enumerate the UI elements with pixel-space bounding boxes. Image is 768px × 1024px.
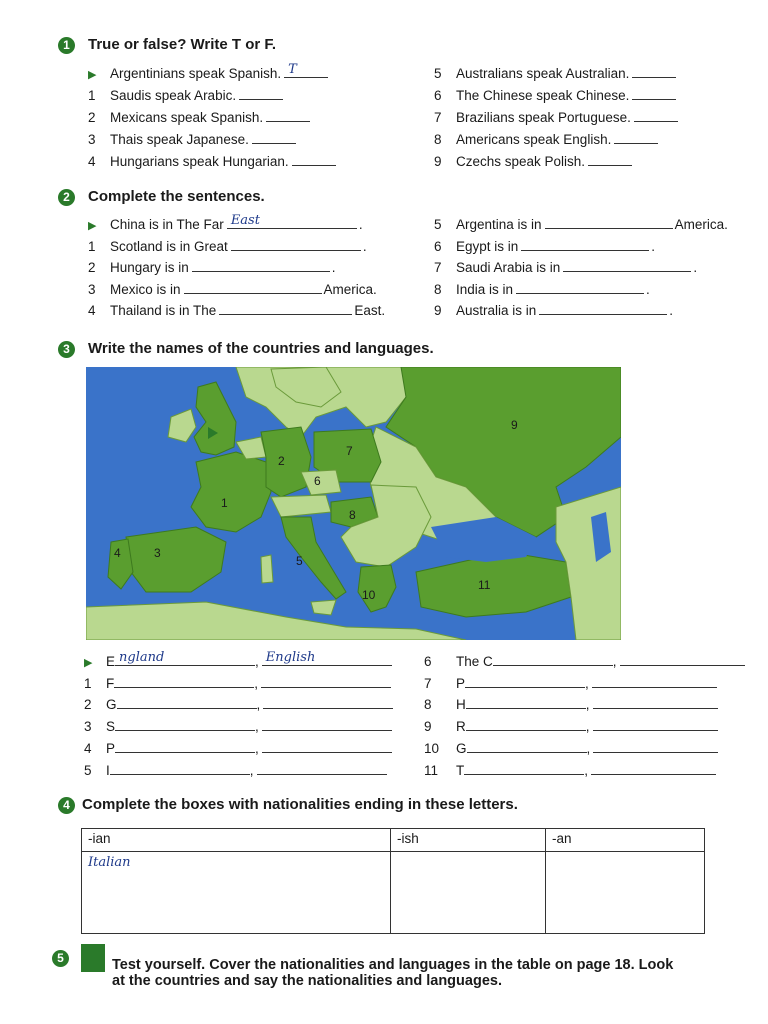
item-number: 9 (434, 303, 442, 318)
true-false-blank[interactable] (632, 64, 676, 78)
list-item (424, 695, 718, 713)
sentence-blank[interactable] (231, 237, 361, 251)
item-number: 10 (424, 740, 440, 756)
sentence-end: East. (354, 303, 386, 318)
exercise-3-number: 3 (58, 341, 75, 358)
list-item (88, 215, 363, 233)
item-number: 7 (424, 675, 432, 691)
country-blank[interactable] (115, 717, 255, 731)
header-ian: -ian (82, 829, 391, 852)
map-label-10: 10 (362, 588, 376, 602)
nationalities-table (81, 828, 705, 934)
sentence-end: America. (323, 281, 377, 297)
list-item (424, 652, 745, 670)
list-item (88, 280, 377, 298)
sentence-end: . (651, 238, 656, 254)
country-blank[interactable] (493, 652, 613, 666)
item-number: 8 (424, 697, 432, 713)
statement-text: Czechs speak Polish. (456, 154, 586, 169)
item-number: 5 (84, 762, 92, 778)
item-number: 8 (434, 132, 442, 147)
list-item (434, 152, 632, 170)
comma: , (612, 654, 617, 669)
map-label-9: 9 (511, 418, 518, 432)
language-blank[interactable] (591, 761, 716, 775)
map-north-africa (86, 602, 466, 640)
map-sicily (311, 600, 336, 615)
item-number: 7 (434, 110, 442, 125)
true-false-blank[interactable] (632, 86, 676, 100)
item-number: 3 (84, 719, 92, 735)
handwritten-answer: ngland (119, 650, 165, 665)
map-turkey (416, 552, 571, 617)
exercise-1-number: 1 (58, 37, 75, 54)
item-number: 9 (424, 719, 432, 735)
country-initial: G (106, 697, 117, 713)
comma: , (249, 762, 254, 778)
language-blank[interactable] (257, 761, 387, 775)
map-label-2: 2 (278, 454, 285, 468)
europe-map (86, 367, 621, 640)
statement-text: Saudis speak Arabic. (110, 88, 237, 103)
list-item (88, 301, 385, 319)
country-blank[interactable] (115, 739, 255, 753)
sentence-blank[interactable] (539, 301, 667, 315)
exercise-1-title: True or false? Write T or F. (88, 36, 277, 53)
list-item (424, 761, 716, 779)
country-blank[interactable] (466, 695, 586, 709)
sentence-start: Argentina is in (456, 217, 542, 232)
comma: , (255, 740, 259, 756)
country-initial: E (106, 654, 116, 669)
country-blank[interactable] (466, 717, 586, 731)
item-number: 1 (88, 88, 96, 103)
comma: , (585, 719, 590, 735)
list-item (84, 674, 391, 692)
sentence-blank[interactable] (521, 237, 649, 251)
map-france (191, 452, 271, 532)
list-item (88, 130, 296, 148)
language-blank[interactable] (592, 674, 717, 688)
country-initial: The C (456, 654, 493, 669)
map-label-3: 3 (154, 546, 161, 560)
language-blank[interactable] (262, 652, 392, 666)
list-item (424, 717, 718, 735)
comma: , (255, 719, 259, 735)
item-number: 2 (88, 260, 96, 275)
map-balkans (341, 485, 431, 567)
list-item (424, 674, 717, 692)
comma: , (585, 697, 590, 713)
exercise-5-line-2: at the countries and say the nationalities and languages. (112, 973, 502, 989)
item-number: 3 (88, 281, 96, 297)
statement-text: Australians speak Australian. (456, 66, 630, 81)
country-blank[interactable] (467, 739, 587, 753)
comma: , (584, 762, 589, 778)
test-yourself-box (81, 944, 105, 972)
sentence-blank[interactable] (184, 280, 322, 294)
sentence-blank[interactable] (219, 301, 352, 315)
list-item (84, 739, 392, 757)
sentence-start: Australia is in (456, 303, 537, 318)
map-caucasus (556, 487, 621, 640)
handwritten-answer: T (288, 62, 297, 77)
statement-text: Brazilians speak Portuguese. (456, 110, 631, 125)
list-item (434, 237, 655, 255)
exercise-5-line-1: Test yourself. Cover the nationalities and languages in the table on page 18. Look (112, 957, 674, 973)
table-row (82, 852, 705, 934)
language-blank[interactable] (262, 739, 392, 753)
statement-text: Thais speak Japanese. (110, 132, 249, 147)
header-ish: -ish (391, 829, 546, 852)
item-number: 1 (84, 675, 92, 691)
map-label-4: 4 (114, 546, 121, 560)
language-blank[interactable] (263, 695, 393, 709)
list-item (434, 86, 676, 104)
map-ireland (168, 409, 196, 442)
exercise-4-title: Complete the boxes with nationalities ending in these letters. (82, 796, 518, 813)
map-italy (281, 517, 346, 599)
sentence-start: China is in The Far (110, 217, 224, 232)
country-blank[interactable] (115, 652, 255, 666)
item-number: 4 (88, 154, 96, 169)
sentence-start: Saudi Arabia is in (456, 260, 561, 275)
map-label-7: 7 (346, 444, 353, 458)
list-item (88, 152, 336, 170)
list-item (88, 237, 367, 255)
item-number: 2 (88, 110, 96, 125)
sentence-blank[interactable] (545, 215, 673, 229)
list-item (88, 108, 310, 126)
list-item (434, 64, 676, 82)
exercise-4-number: 4 (58, 797, 75, 814)
list-item (88, 64, 328, 82)
language-blank[interactable] (593, 717, 718, 731)
map-label-8: 8 (349, 508, 356, 522)
country-blank[interactable] (110, 761, 250, 775)
comma: , (586, 740, 591, 756)
exercise-2-number: 2 (58, 189, 75, 206)
country-initial: H (456, 697, 466, 713)
table-header-row (82, 829, 705, 852)
item-number: 8 (434, 281, 442, 297)
header-an: -an (546, 829, 705, 852)
sentence-end: . (646, 281, 650, 297)
list-item (84, 717, 392, 735)
sentence-start: Mexico is in (110, 281, 181, 297)
sentence-end: . (362, 238, 367, 254)
country-blank[interactable] (465, 674, 585, 688)
true-false-blank[interactable] (239, 86, 283, 100)
sentence-end: . (669, 303, 674, 318)
map-austria-switzerland (271, 495, 331, 517)
map-spain (126, 527, 226, 592)
map-sardinia (261, 555, 273, 583)
item-number: 2 (84, 697, 92, 713)
sentence-start: Scotland is in Great (110, 238, 228, 254)
true-false-blank[interactable] (292, 152, 336, 166)
map-label-5: 5 (296, 554, 303, 568)
sentence-start: Hungary is in (110, 260, 189, 275)
list-item (434, 130, 658, 148)
list-item (88, 258, 336, 276)
country-initial: F (106, 675, 115, 691)
list-item (434, 108, 678, 126)
item-number: 5 (434, 217, 442, 232)
item-number: 7 (434, 260, 442, 275)
item-number: 9 (434, 154, 442, 169)
item-number: 5 (434, 66, 442, 81)
item-number: 6 (424, 654, 432, 669)
list-item (434, 280, 650, 298)
exercise-5-number: 5 (52, 950, 69, 967)
list-item (434, 215, 728, 233)
exercise-2-title: Complete the sentences. (88, 188, 265, 205)
true-false-blank[interactable] (614, 130, 658, 144)
sentence-end: . (358, 217, 363, 232)
list-item (434, 301, 673, 319)
country-initial: G (456, 740, 467, 756)
country-initial: I (106, 762, 110, 778)
comma: , (255, 654, 259, 669)
comma: , (585, 675, 589, 691)
example-arrow: ▶ (84, 657, 93, 669)
true-false-blank[interactable] (588, 152, 632, 166)
true-false-blank[interactable] (252, 130, 296, 144)
sentence-blank[interactable] (227, 215, 357, 229)
sentence-start: India is in (456, 281, 514, 297)
item-number: 11 (424, 762, 439, 778)
list-item (434, 258, 697, 276)
handwritten-answer: English (265, 650, 316, 665)
example-arrow: ▶ (88, 220, 97, 232)
sentence-start: Thailand is in The (110, 303, 217, 318)
statement-text: Argentinians speak Spanish. (110, 66, 282, 81)
sentence-blank[interactable] (192, 258, 330, 272)
sentence-end: America. (674, 217, 728, 232)
language-blank[interactable] (261, 674, 391, 688)
country-blank[interactable] (464, 761, 584, 775)
statement-text: Mexicans speak Spanish. (110, 110, 264, 125)
map-label-1: 1 (221, 496, 228, 510)
exercise-3-title: Write the names of the countries and languages. (88, 340, 434, 357)
comma: , (254, 675, 259, 691)
map-great-britain (194, 382, 236, 455)
language-blank[interactable] (620, 652, 745, 666)
item-number: 6 (434, 238, 442, 254)
true-false-blank[interactable] (284, 64, 328, 78)
statement-text: Hungarians speak Hungarian. (110, 154, 289, 169)
country-initial: T (456, 762, 465, 778)
map-label-11: 11 (478, 578, 491, 592)
language-blank[interactable] (593, 739, 718, 753)
statement-text: Americans speak English. (456, 132, 612, 147)
list-item (84, 695, 393, 713)
list-item (84, 652, 392, 670)
sentence-end: . (331, 260, 336, 275)
statement-text: The Chinese speak Chinese. (456, 88, 630, 103)
item-number: 3 (88, 132, 96, 147)
item-number: 1 (88, 238, 96, 254)
country-blank[interactable] (114, 674, 254, 688)
item-number: 6 (434, 88, 442, 103)
sentence-end: . (693, 260, 698, 275)
list-item (88, 86, 283, 104)
list-item (424, 739, 718, 757)
sentence-blank[interactable] (563, 258, 691, 272)
list-item (84, 761, 387, 779)
handwritten-answer: Italian (88, 855, 131, 870)
map-czech-republic (301, 470, 341, 495)
map-germany (261, 427, 311, 497)
country-initial: S (106, 719, 116, 735)
sentence-blank[interactable] (516, 280, 644, 294)
country-initial: P (106, 740, 116, 756)
comma: , (256, 697, 261, 713)
true-false-blank[interactable] (634, 108, 678, 122)
sentence-start: Egypt is in (456, 238, 519, 254)
handwritten-answer: East (230, 213, 260, 228)
cell-an[interactable] (546, 852, 705, 934)
country-blank[interactable] (117, 695, 257, 709)
cell-ian[interactable] (82, 852, 391, 934)
true-false-blank[interactable] (266, 108, 310, 122)
item-number: 4 (84, 740, 92, 756)
europe-map-drawing (86, 367, 621, 640)
language-blank[interactable] (593, 695, 718, 709)
country-initial: P (456, 675, 466, 691)
language-blank[interactable] (262, 717, 392, 731)
map-label-6: 6 (314, 474, 321, 488)
country-initial: R (456, 719, 466, 735)
cell-ish[interactable] (391, 852, 546, 934)
example-arrow: ▶ (88, 69, 97, 81)
item-number: 4 (88, 303, 96, 318)
